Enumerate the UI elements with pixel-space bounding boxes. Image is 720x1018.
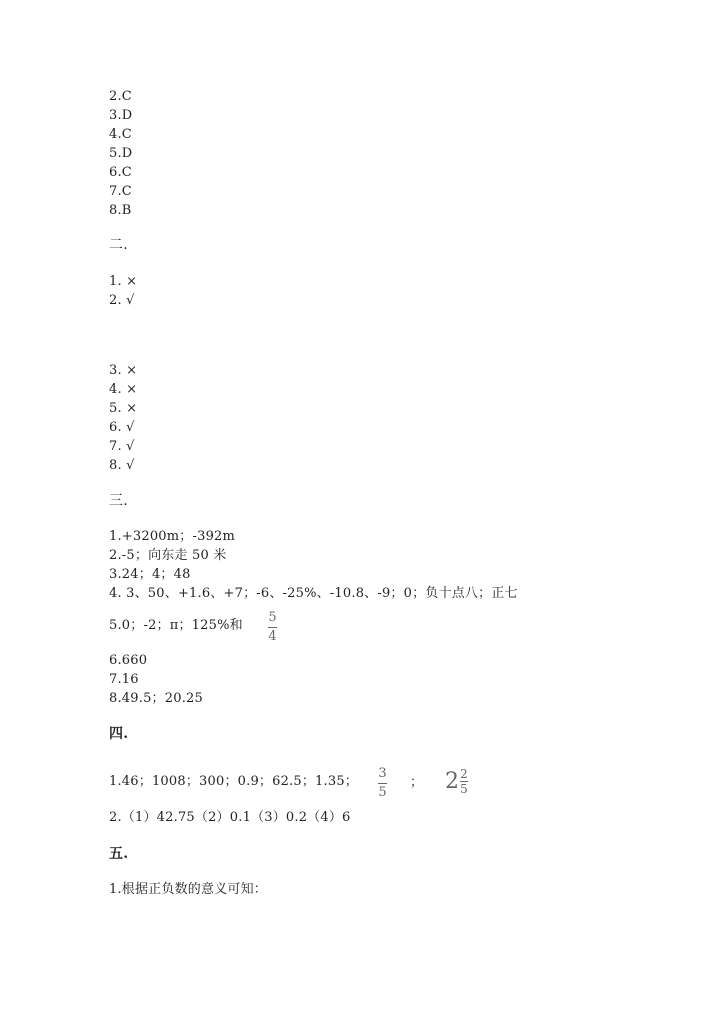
list-item: 2.（1）42.75（2）0.1（3）0.2（4）6 (109, 810, 351, 825)
list-item: 2.C (109, 89, 132, 104)
section-heading-4: 四. (109, 726, 129, 742)
fraction-five-fourths (268, 611, 277, 644)
list-item: 1.46；1008；300；0.9；62.5；1.35； (109, 774, 359, 789)
list-item: 6. √ (109, 420, 135, 435)
list-item: 2.-5；向东走 50 米 (109, 548, 227, 563)
separator: ； (410, 775, 424, 790)
fraction-denominator: 5 (460, 782, 468, 796)
list-item: 3. × (109, 363, 138, 378)
list-item: 8. √ (109, 458, 135, 473)
list-item: 1.+3200m；-392m (109, 529, 236, 544)
list-item: 5.D (109, 146, 133, 161)
mixed-fraction (460, 768, 468, 795)
fraction-bar (268, 627, 277, 628)
list-item: 6.660 (109, 653, 148, 668)
list-item: 4. 3、50、+1.6、+7；-6、-25%、-10.8、-9；0；负十点八；正七 (109, 586, 518, 601)
list-item: 1. × (109, 274, 138, 289)
list-item: 1.根据正负数的意义可知： (109, 882, 268, 897)
section-heading-3: 三. (109, 493, 128, 509)
mixed-whole: 2 (445, 768, 459, 794)
list-item: 8.49.5；20.25 (109, 691, 203, 706)
fraction-three-fifths (378, 767, 387, 800)
list-item: 7. √ (109, 439, 135, 454)
list-item: 8.B (109, 203, 132, 218)
list-item: 6.C (109, 165, 132, 180)
list-item: 7.16 (109, 672, 139, 687)
section-heading-2: 二. (109, 237, 128, 253)
mixed-number (445, 768, 468, 795)
list-item: 4.C (109, 127, 132, 142)
fraction-bar (378, 783, 387, 784)
list-item: 4. × (109, 382, 138, 397)
list-item: 7.C (109, 184, 132, 199)
list-item: 5.0；-2；π；125%和 (109, 618, 243, 633)
list-item: 5. × (109, 401, 138, 416)
fraction-numerator: 2 (460, 767, 468, 781)
list-item: 3.24；4；48 (109, 567, 191, 582)
section-heading-5: 五. (109, 846, 129, 862)
fraction-denominator: 5 (378, 785, 387, 800)
fraction-numerator: 5 (268, 610, 277, 625)
fraction-denominator: 4 (268, 629, 277, 644)
list-item: 2. √ (109, 293, 135, 308)
list-item: 3.D (109, 108, 133, 123)
fraction-numerator: 3 (378, 766, 387, 781)
